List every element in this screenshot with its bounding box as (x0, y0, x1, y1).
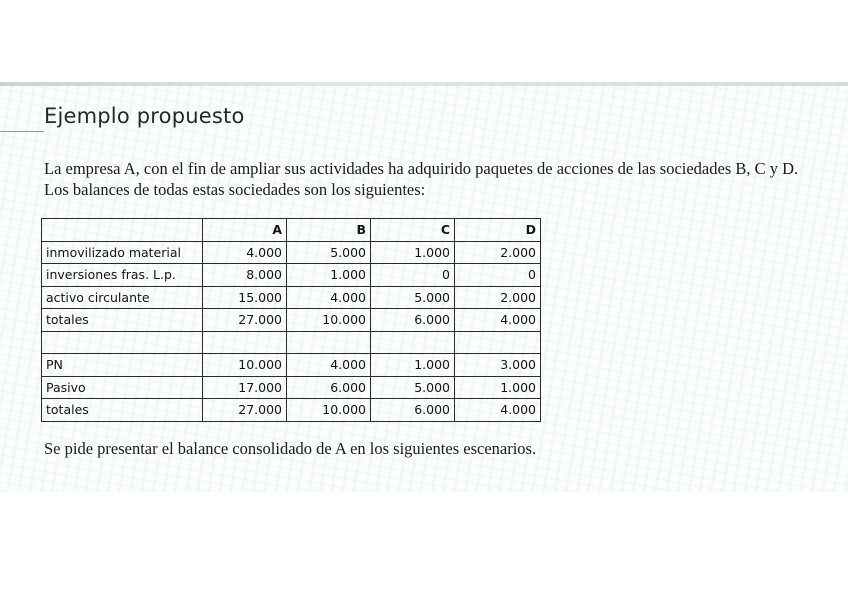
cell-value: 15.000 (203, 286, 287, 309)
cell-value: 6.000 (371, 309, 455, 332)
cell-value: 6.000 (287, 376, 371, 399)
footer-paragraph: Se pide presentar el balance consolidado de A en los siguientes escenarios. (44, 439, 537, 458)
table-row (42, 376, 541, 399)
table-row-spacer (42, 331, 541, 354)
cell-value: 1.000 (371, 241, 455, 264)
header-cell-a: A (203, 219, 287, 242)
cell-value: 27.000 (203, 399, 287, 422)
cell-value (455, 331, 541, 354)
cell-value: 4.000 (455, 309, 541, 332)
cell-value: 5.000 (371, 376, 455, 399)
cell-value: 1.000 (455, 376, 541, 399)
header-cell-empty (42, 219, 203, 242)
cell-value: 4.000 (455, 399, 541, 422)
cell-value: 2.000 (455, 286, 541, 309)
header-cell-b: B (287, 219, 371, 242)
row-label: PN (42, 354, 203, 377)
cell-value: 0 (371, 264, 455, 287)
row-label: inmovilizado material (42, 241, 203, 264)
balance-table (41, 218, 541, 422)
cell-value: 5.000 (287, 241, 371, 264)
page-title: Ejemplo propuesto (44, 104, 245, 128)
row-label: totales (42, 309, 203, 332)
cell-value (371, 331, 455, 354)
table-row (42, 354, 541, 377)
table-row (42, 264, 541, 287)
table-row (42, 309, 541, 332)
heading-rule (0, 131, 44, 132)
cell-value: 3.000 (455, 354, 541, 377)
cell-value: 8.000 (203, 264, 287, 287)
table-row (42, 399, 541, 422)
table-row (42, 241, 541, 264)
cell-value: 4.000 (287, 286, 371, 309)
cell-value: 4.000 (203, 241, 287, 264)
cell-value: 10.000 (203, 354, 287, 377)
cell-value: 27.000 (203, 309, 287, 332)
cell-value: 17.000 (203, 376, 287, 399)
row-label: activo circulante (42, 286, 203, 309)
cell-value (203, 331, 287, 354)
table-header-row (42, 219, 541, 242)
header-cell-d: D (455, 219, 541, 242)
cell-value: 4.000 (287, 354, 371, 377)
row-label: Pasivo (42, 376, 203, 399)
cell-value: 1.000 (287, 264, 371, 287)
cell-value: 10.000 (287, 309, 371, 332)
row-label: inversiones fras. L.p. (42, 264, 203, 287)
header-cell-c: C (371, 219, 455, 242)
cell-value: 6.000 (371, 399, 455, 422)
row-label: totales (42, 399, 203, 422)
cell-value (287, 331, 371, 354)
table-row (42, 286, 541, 309)
cell-value: 1.000 (371, 354, 455, 377)
cell-value: 10.000 (287, 399, 371, 422)
intro-paragraph: La empresa A, con el fin de ampliar sus actividades ha adquirido paquetes de acciones de las sociedades B, C y D. Los balances de todas estas sociedades son los siguientes: (44, 159, 799, 199)
cell-value: 5.000 (371, 286, 455, 309)
cell-value: 0 (455, 264, 541, 287)
row-label (42, 331, 203, 354)
cell-value: 2.000 (455, 241, 541, 264)
